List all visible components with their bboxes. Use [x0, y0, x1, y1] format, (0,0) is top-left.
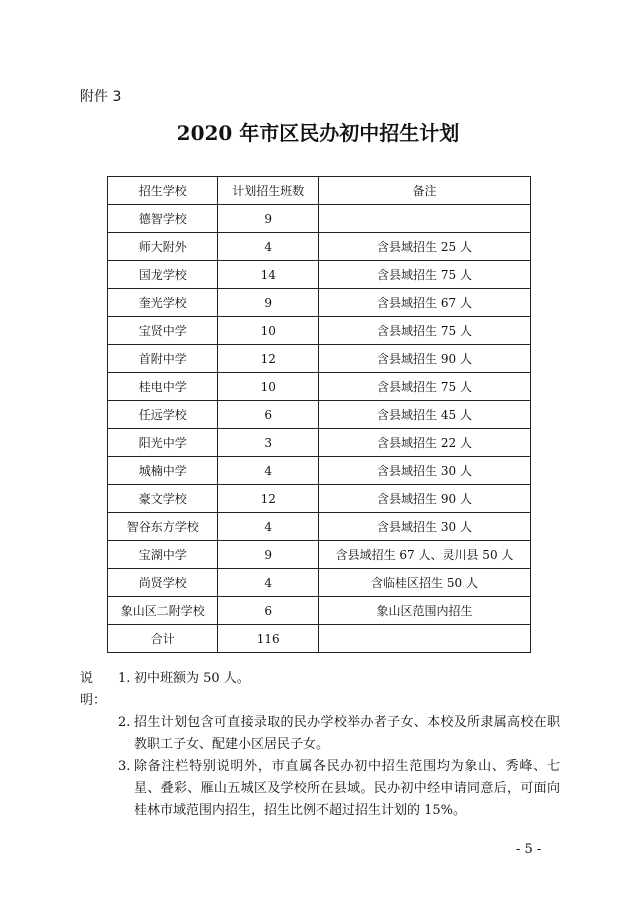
table-row [108, 569, 531, 597]
table-row [108, 625, 531, 653]
note-text: 招生计划包含可直接录取的民办学校举办者子女、本校及所隶属高校在职教职工子女、配建小区居民子女。 [134, 715, 560, 752]
attachment-label: 附件 3 [80, 89, 122, 105]
table-header-row [108, 177, 531, 205]
note-number: 2. [118, 715, 131, 730]
table-row [108, 597, 531, 625]
table-cell-school: 宝贤中学 [108, 317, 218, 345]
table-cell-school: 奎光学校 [108, 289, 218, 317]
note-number: 3. [118, 759, 131, 774]
table-row [108, 317, 531, 345]
table-row [108, 429, 531, 457]
table-cell-remarks [319, 625, 531, 653]
table-row [108, 401, 531, 429]
column-header-school: 招生学校 [108, 177, 218, 205]
page-number: - 5 - [516, 842, 542, 857]
table-cell-school: 桂电中学 [108, 373, 218, 401]
table-cell-school: 阳光中学 [108, 429, 218, 457]
table-cell-classes: 10 [218, 373, 319, 401]
table-cell-remarks: 含县域招生 45 人 [319, 401, 531, 429]
table-cell-school: 国龙学校 [108, 261, 218, 289]
table-cell-remarks: 含县域招生 90 人 [319, 485, 531, 513]
table-cell-classes: 9 [218, 541, 319, 569]
table-cell-remarks: 含县域招生 75 人 [319, 373, 531, 401]
table-row [108, 373, 531, 401]
table-cell-classes: 4 [218, 457, 319, 485]
table-cell-school: 尚贤学校 [108, 569, 218, 597]
table-cell-classes: 116 [218, 625, 319, 653]
table-row [108, 457, 531, 485]
table-cell-classes: 3 [218, 429, 319, 457]
table-cell-school: 豪文学校 [108, 485, 218, 513]
table-cell-school: 任远学校 [108, 401, 218, 429]
note-item [80, 756, 560, 822]
table-cell-classes: 4 [218, 233, 319, 261]
notes-section [80, 668, 560, 822]
table-cell-remarks: 含县域招生 30 人 [319, 513, 531, 541]
table-cell-remarks: 含县域招生 67 人、灵川县 50 人 [319, 541, 531, 569]
table-cell-remarks: 含县域招生 30 人 [319, 457, 531, 485]
table-cell-remarks: 含县域招生 67 人 [319, 289, 531, 317]
table-cell-remarks: 含县域招生 75 人 [319, 317, 531, 345]
table-cell-remarks: 象山区范围内招生 [319, 597, 531, 625]
table-row [108, 345, 531, 373]
column-header-classes: 计划招生班数 [218, 177, 319, 205]
table-cell-remarks: 含临桂区招生 50 人 [319, 569, 531, 597]
table-cell-school: 首附中学 [108, 345, 218, 373]
table-body [108, 205, 531, 653]
note-item [80, 668, 560, 712]
table-cell-school: 智谷东方学校 [108, 513, 218, 541]
table-cell-classes: 4 [218, 513, 319, 541]
table-cell-remarks [319, 205, 531, 233]
table-row [108, 205, 531, 233]
note-item [80, 712, 560, 756]
enrollment-plan-table [107, 176, 531, 653]
table-cell-classes: 4 [218, 569, 319, 597]
table-cell-remarks: 含县域招生 90 人 [319, 345, 531, 373]
table-cell-school: 师大附外 [108, 233, 218, 261]
table-cell-classes: 14 [218, 261, 319, 289]
table-cell-classes: 12 [218, 345, 319, 373]
table-cell-remarks: 含县域招生 75 人 [319, 261, 531, 289]
table-row [108, 513, 531, 541]
table-cell-classes: 10 [218, 317, 319, 345]
note-number: 1. [118, 671, 131, 686]
note-text: 除备注栏特别说明外，市直属各民办初中招生范围均为象山、秀峰、七星、叠彩、雁山五城区及学校所在县域。民办初中经申请同意后，可面向桂林市域范围内招生，招生比例不超过招生计划的 15%。 [134, 759, 560, 818]
document-title: 2020 年市区民办初中招生计划 [176, 121, 460, 145]
table-row [108, 233, 531, 261]
table-cell-remarks: 含县域招生 22 人 [319, 429, 531, 457]
table-row [108, 485, 531, 513]
table-cell-classes: 6 [218, 401, 319, 429]
table-cell-school: 合计 [108, 625, 218, 653]
column-header-remarks: 备注 [319, 177, 531, 205]
table-cell-school: 宝湖中学 [108, 541, 218, 569]
table-cell-classes: 9 [218, 289, 319, 317]
notes-prefix: 说明： [80, 671, 107, 708]
table-row [108, 541, 531, 569]
table-cell-classes: 9 [218, 205, 319, 233]
table-cell-school: 象山区二附学校 [108, 597, 218, 625]
table-cell-school: 城楠中学 [108, 457, 218, 485]
table-cell-classes: 6 [218, 597, 319, 625]
table-row [108, 261, 531, 289]
table-cell-remarks: 含县域招生 25 人 [319, 233, 531, 261]
note-text: 初中班额为 50 人。 [134, 671, 250, 686]
table-cell-classes: 12 [218, 485, 319, 513]
table-row [108, 289, 531, 317]
table-cell-school: 德智学校 [108, 205, 218, 233]
